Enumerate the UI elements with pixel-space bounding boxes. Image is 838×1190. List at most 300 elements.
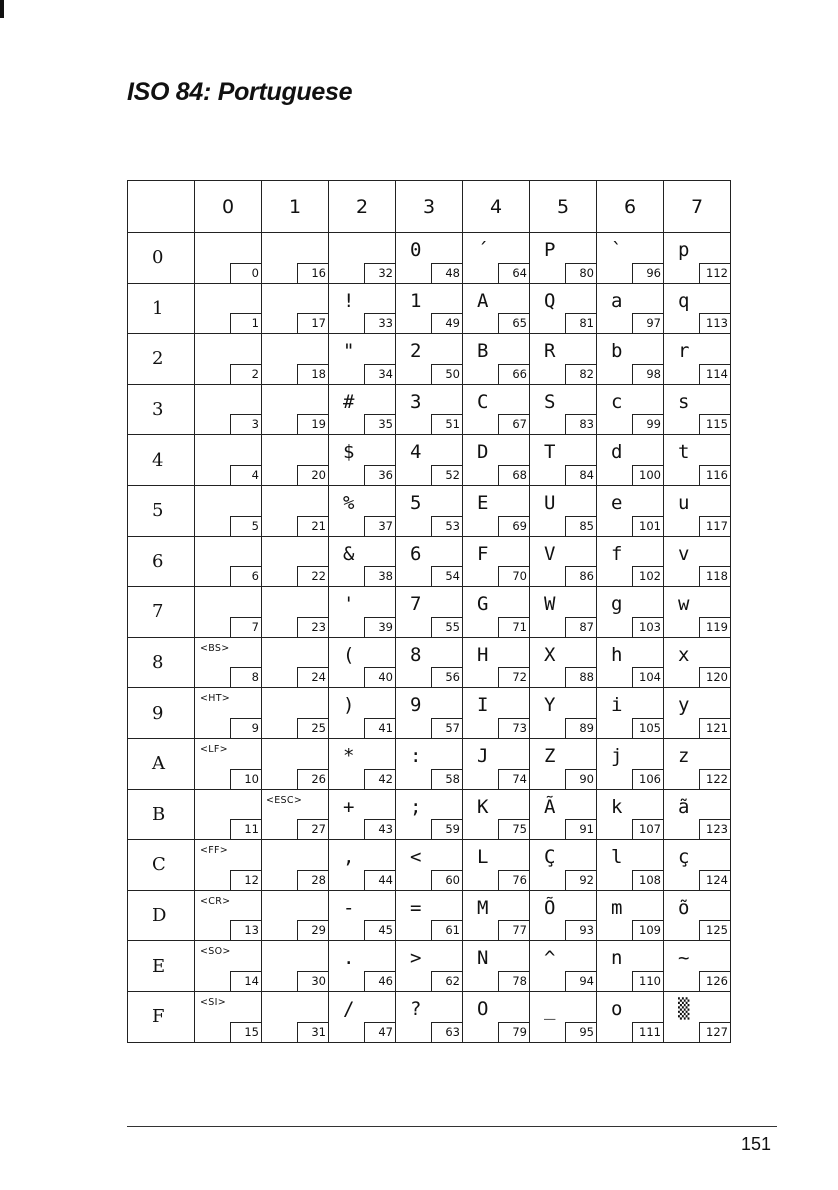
- decimal-code-box: 92: [565, 870, 596, 890]
- character-glyph: v: [678, 542, 690, 565]
- decimal-code-box: 66: [498, 364, 529, 384]
- decimal-code-box: 89: [565, 718, 596, 738]
- char-cell: [262, 890, 329, 941]
- character-glyph: >: [410, 947, 422, 970]
- decimal-code-box: 14: [230, 971, 261, 991]
- char-cell: [664, 334, 731, 385]
- character-glyph: $: [343, 441, 355, 464]
- char-cell: [664, 283, 731, 334]
- char-cell: [329, 283, 396, 334]
- char-cell: [262, 789, 329, 840]
- decimal-code-box: 105: [632, 718, 663, 738]
- decimal-code-box: 63: [431, 1022, 462, 1042]
- decimal-code-box: 73: [498, 718, 529, 738]
- decimal-code-box: 7: [230, 617, 261, 637]
- char-cell: [262, 637, 329, 688]
- char-cell: [396, 233, 463, 284]
- char-cell: [463, 688, 530, 739]
- char-cell: [530, 384, 597, 435]
- table-row: [128, 536, 731, 587]
- control-code-label: <SO>: [200, 946, 231, 958]
- char-cell: [597, 637, 664, 688]
- table-row: [128, 738, 731, 789]
- char-cell: [597, 991, 664, 1042]
- character-glyph: +: [343, 795, 355, 818]
- char-cell: [597, 941, 664, 992]
- decimal-code-box: 31: [297, 1022, 328, 1042]
- char-cell: [597, 485, 664, 536]
- character-glyph: G: [477, 593, 489, 616]
- char-cell: [396, 485, 463, 536]
- char-cell: [530, 587, 597, 638]
- decimal-code-box: 104: [632, 667, 663, 687]
- char-cell: [664, 941, 731, 992]
- char-cell: [463, 941, 530, 992]
- column-header: 6: [597, 181, 664, 233]
- char-cell: [664, 789, 731, 840]
- char-cell: [195, 637, 262, 688]
- row-header: B: [128, 789, 195, 840]
- character-glyph: :: [410, 744, 422, 767]
- char-cell: [530, 435, 597, 486]
- character-glyph: 8: [410, 643, 422, 666]
- character-glyph: u: [678, 491, 690, 514]
- table-row: [128, 233, 731, 284]
- char-cell: [530, 334, 597, 385]
- decimal-code-box: 17: [297, 313, 328, 333]
- char-cell: [664, 637, 731, 688]
- row-header: 9: [128, 688, 195, 739]
- decimal-code-box: 81: [565, 313, 596, 333]
- decimal-code-box: 106: [632, 769, 663, 789]
- decimal-code-box: 113: [699, 313, 730, 333]
- character-glyph: b: [611, 340, 623, 363]
- decimal-code-box: 45: [364, 920, 395, 940]
- char-cell: [396, 384, 463, 435]
- control-code-label: <SI>: [200, 996, 226, 1008]
- char-cell: [262, 536, 329, 587]
- decimal-code-box: 46: [364, 971, 395, 991]
- char-cell: [262, 941, 329, 992]
- decimal-code-box: 27: [297, 819, 328, 839]
- char-cell: [664, 890, 731, 941]
- decimal-code-box: 47: [364, 1022, 395, 1042]
- character-glyph: V: [544, 542, 556, 565]
- char-cell: [396, 991, 463, 1042]
- char-cell: [396, 688, 463, 739]
- decimal-code-box: 54: [431, 566, 462, 586]
- char-cell: [329, 233, 396, 284]
- character-glyph: 0: [410, 239, 422, 261]
- decimal-code-box: 24: [297, 667, 328, 687]
- row-header: 4: [128, 435, 195, 486]
- table-row: [128, 283, 731, 334]
- char-cell: [262, 840, 329, 891]
- character-glyph: P: [544, 239, 556, 261]
- char-cell: [396, 334, 463, 385]
- character-glyph: N: [477, 947, 489, 970]
- decimal-code-box: 33: [364, 313, 395, 333]
- decimal-code-box: 112: [699, 263, 730, 283]
- character-glyph: ^: [544, 947, 556, 970]
- table-row: [128, 991, 731, 1042]
- decimal-code-box: 119: [699, 617, 730, 637]
- character-glyph: 3: [410, 390, 422, 413]
- character-glyph: ?: [410, 997, 422, 1020]
- table-row: [128, 688, 731, 739]
- decimal-code-box: 52: [431, 465, 462, 485]
- char-cell: [329, 587, 396, 638]
- decimal-code-box: 42: [364, 769, 395, 789]
- char-cell: [463, 384, 530, 435]
- footer-rule: [127, 1126, 777, 1127]
- decimal-code-box: 44: [364, 870, 395, 890]
- char-cell: [463, 890, 530, 941]
- char-cell: [463, 637, 530, 688]
- char-cell: [664, 233, 731, 284]
- character-glyph: C: [477, 390, 489, 413]
- char-cell: [664, 688, 731, 739]
- row-header: 6: [128, 536, 195, 587]
- decimal-code-box: 80: [565, 263, 596, 283]
- character-glyph: =: [410, 896, 422, 919]
- char-cell: [597, 789, 664, 840]
- char-cell: [396, 435, 463, 486]
- character-glyph: Ç: [544, 846, 556, 869]
- char-cell: [195, 738, 262, 789]
- char-cell: [195, 233, 262, 284]
- decimal-code-box: 60: [431, 870, 462, 890]
- decimal-code-box: 85: [565, 516, 596, 536]
- row-header: C: [128, 840, 195, 891]
- table-row: [128, 587, 731, 638]
- decimal-code-box: 19: [297, 414, 328, 434]
- decimal-code-box: 90: [565, 769, 596, 789]
- character-glyph: z: [678, 744, 690, 767]
- char-cell: [463, 435, 530, 486]
- character-glyph: K: [477, 795, 489, 818]
- char-cell: [463, 334, 530, 385]
- decimal-code-box: 100: [632, 465, 663, 485]
- character-glyph: ã: [678, 795, 690, 818]
- char-cell: [530, 688, 597, 739]
- character-glyph: 2: [410, 340, 422, 363]
- column-header: 2: [329, 181, 396, 233]
- char-cell: [195, 334, 262, 385]
- row-header: 0: [128, 233, 195, 284]
- char-cell: [195, 384, 262, 435]
- decimal-code-box: 84: [565, 465, 596, 485]
- character-glyph: M: [477, 896, 489, 919]
- decimal-code-box: 72: [498, 667, 529, 687]
- char-cell: [195, 587, 262, 638]
- character-glyph: /: [343, 997, 355, 1020]
- page-number: 151: [741, 1134, 772, 1154]
- decimal-code-box: 68: [498, 465, 529, 485]
- decimal-code-box: 83: [565, 414, 596, 434]
- char-cell: [195, 536, 262, 587]
- control-code-label: <CR>: [200, 895, 231, 907]
- decimal-code-box: 114: [699, 364, 730, 384]
- table-row: [128, 485, 731, 536]
- control-code-label: <ESC>: [266, 794, 303, 806]
- character-glyph: ': [343, 593, 355, 616]
- character-glyph: A: [477, 289, 489, 312]
- decimal-code-box: 0: [230, 263, 261, 283]
- character-glyph: g: [611, 593, 623, 616]
- decimal-code-box: 127: [699, 1022, 730, 1042]
- table-row: [128, 890, 731, 941]
- decimal-code-box: 1: [230, 313, 261, 333]
- decimal-code-box: 6: [230, 566, 261, 586]
- decimal-code-box: 115: [699, 414, 730, 434]
- char-cell: [329, 485, 396, 536]
- decimal-code-box: 70: [498, 566, 529, 586]
- character-glyph: U: [544, 491, 556, 514]
- char-cell: [530, 637, 597, 688]
- char-cell: [329, 688, 396, 739]
- char-cell: [530, 991, 597, 1042]
- scan-edge-mark: [0, 0, 4, 18]
- character-glyph: p: [678, 239, 690, 261]
- char-cell: [195, 840, 262, 891]
- column-header: 3: [396, 181, 463, 233]
- row-header: F: [128, 991, 195, 1042]
- decimal-code-box: 58: [431, 769, 462, 789]
- char-cell: [463, 283, 530, 334]
- decimal-code-box: 15: [230, 1022, 261, 1042]
- table-row: [128, 384, 731, 435]
- decimal-code-box: 62: [431, 971, 462, 991]
- char-cell: [262, 283, 329, 334]
- char-cell: [262, 688, 329, 739]
- char-cell: [329, 637, 396, 688]
- char-cell: [195, 485, 262, 536]
- character-glyph: c: [611, 390, 623, 413]
- character-glyph: Ã: [544, 795, 556, 818]
- char-cell: [664, 536, 731, 587]
- char-cell: [396, 283, 463, 334]
- column-header: 0: [195, 181, 262, 233]
- character-glyph: X: [544, 643, 556, 666]
- decimal-code-box: 117: [699, 516, 730, 536]
- char-cell: [597, 283, 664, 334]
- character-glyph: ~: [678, 947, 690, 970]
- decimal-code-box: 11: [230, 819, 261, 839]
- char-cell: [530, 840, 597, 891]
- character-glyph: _: [544, 997, 556, 1020]
- char-cell: [329, 738, 396, 789]
- character-glyph: T: [544, 441, 556, 464]
- decimal-code-box: 56: [431, 667, 462, 687]
- column-header: 5: [530, 181, 597, 233]
- decimal-code-box: 9: [230, 718, 261, 738]
- decimal-code-box: 78: [498, 971, 529, 991]
- character-glyph: `: [611, 239, 623, 261]
- character-glyph: o: [611, 997, 623, 1020]
- character-glyph: -: [343, 896, 355, 919]
- character-glyph: ;: [410, 795, 422, 818]
- decimal-code-box: 93: [565, 920, 596, 940]
- decimal-code-box: 118: [699, 566, 730, 586]
- decimal-code-box: 32: [364, 263, 395, 283]
- decimal-code-box: 75: [498, 819, 529, 839]
- decimal-code-box: 110: [632, 971, 663, 991]
- decimal-code-box: 3: [230, 414, 261, 434]
- decimal-code-box: 111: [632, 1022, 663, 1042]
- char-cell: [597, 334, 664, 385]
- character-glyph: D: [477, 441, 489, 464]
- decimal-code-box: 69: [498, 516, 529, 536]
- decimal-code-box: 53: [431, 516, 462, 536]
- character-glyph: Y: [544, 694, 556, 717]
- decimal-code-box: 99: [632, 414, 663, 434]
- decimal-code-box: 12: [230, 870, 261, 890]
- decimal-code-box: 30: [297, 971, 328, 991]
- decimal-code-box: 98: [632, 364, 663, 384]
- decimal-code-box: 41: [364, 718, 395, 738]
- decimal-code-box: 16: [297, 263, 328, 283]
- decimal-code-box: 51: [431, 414, 462, 434]
- decimal-code-box: 57: [431, 718, 462, 738]
- decimal-code-box: 74: [498, 769, 529, 789]
- char-cell: [195, 688, 262, 739]
- character-glyph: e: [611, 491, 623, 514]
- char-cell: [664, 485, 731, 536]
- decimal-code-box: 13: [230, 920, 261, 940]
- character-glyph: k: [611, 795, 623, 818]
- decimal-code-box: 125: [699, 920, 730, 940]
- decimal-code-box: 61: [431, 920, 462, 940]
- char-cell: [262, 334, 329, 385]
- char-cell: [597, 233, 664, 284]
- decimal-code-box: 124: [699, 870, 730, 890]
- row-header: D: [128, 890, 195, 941]
- decimal-code-box: 102: [632, 566, 663, 586]
- row-header: 5: [128, 485, 195, 536]
- decimal-code-box: 8: [230, 667, 261, 687]
- decimal-code-box: 21: [297, 516, 328, 536]
- character-glyph: m: [611, 896, 623, 919]
- decimal-code-box: 76: [498, 870, 529, 890]
- column-header: 1: [262, 181, 329, 233]
- character-glyph: 9: [410, 694, 422, 717]
- table-body: [128, 233, 731, 1043]
- char-cell: [463, 840, 530, 891]
- char-cell: [463, 536, 530, 587]
- character-glyph: 7: [410, 593, 422, 616]
- decimal-code-box: 108: [632, 870, 663, 890]
- char-cell: [530, 485, 597, 536]
- decimal-code-box: 67: [498, 414, 529, 434]
- decimal-code-box: 35: [364, 414, 395, 434]
- char-cell: [664, 840, 731, 891]
- table-row: [128, 435, 731, 486]
- row-header: 8: [128, 637, 195, 688]
- decimal-code-box: 25: [297, 718, 328, 738]
- char-cell: [597, 435, 664, 486]
- character-glyph: O: [477, 997, 489, 1020]
- char-cell: [597, 384, 664, 435]
- decimal-code-box: 2: [230, 364, 261, 384]
- char-cell: [262, 587, 329, 638]
- character-glyph: Z: [544, 744, 556, 767]
- char-cell: [664, 738, 731, 789]
- character-glyph: %: [343, 491, 355, 514]
- decimal-code-box: 34: [364, 364, 395, 384]
- decimal-code-box: 109: [632, 920, 663, 940]
- char-cell: [597, 738, 664, 789]
- char-cell: [396, 637, 463, 688]
- decimal-code-box: 88: [565, 667, 596, 687]
- char-cell: [329, 890, 396, 941]
- char-cell: [195, 789, 262, 840]
- decimal-code-box: 64: [498, 263, 529, 283]
- character-glyph: 4: [410, 441, 422, 464]
- char-cell: [262, 485, 329, 536]
- character-glyph: 5: [410, 491, 422, 514]
- decimal-code-box: 26: [297, 769, 328, 789]
- control-code-label: <BS>: [200, 642, 230, 654]
- decimal-code-box: 120: [699, 667, 730, 687]
- character-glyph: W: [544, 593, 556, 616]
- char-cell: [262, 233, 329, 284]
- char-cell: [597, 536, 664, 587]
- decimal-code-box: 36: [364, 465, 395, 485]
- char-cell: [396, 738, 463, 789]
- char-cell: [463, 587, 530, 638]
- character-glyph: <: [410, 846, 422, 869]
- character-glyph: s: [678, 390, 690, 413]
- row-header: A: [128, 738, 195, 789]
- character-glyph: i: [611, 694, 623, 717]
- char-cell: [329, 991, 396, 1042]
- char-cell: [530, 890, 597, 941]
- char-cell: [530, 789, 597, 840]
- column-header: 4: [463, 181, 530, 233]
- character-glyph: Q: [544, 289, 556, 312]
- decimal-code-box: 122: [699, 769, 730, 789]
- char-cell: [396, 890, 463, 941]
- control-code-label: <FF>: [200, 845, 229, 857]
- char-cell: [664, 587, 731, 638]
- control-code-label: <LF>: [200, 743, 228, 755]
- char-cell: [396, 840, 463, 891]
- character-glyph: S: [544, 390, 556, 413]
- table-row: [128, 637, 731, 688]
- char-cell: [262, 384, 329, 435]
- character-glyph: d: [611, 441, 623, 464]
- decimal-code-box: 40: [364, 667, 395, 687]
- character-glyph: J: [477, 744, 489, 767]
- decimal-code-box: 97: [632, 313, 663, 333]
- row-header: 2: [128, 334, 195, 385]
- character-glyph: R: [544, 340, 556, 363]
- char-cell: [329, 334, 396, 385]
- character-glyph: n: [611, 947, 623, 970]
- character-glyph: ▒: [678, 997, 690, 1020]
- character-glyph: w: [678, 593, 690, 616]
- char-cell: [530, 536, 597, 587]
- char-cell: [463, 485, 530, 536]
- char-cell: [195, 941, 262, 992]
- decimal-code-box: 107: [632, 819, 663, 839]
- decimal-code-box: 20: [297, 465, 328, 485]
- character-glyph: #: [343, 390, 355, 413]
- decimal-code-box: 101: [632, 516, 663, 536]
- char-cell: [195, 991, 262, 1042]
- table-row: [128, 334, 731, 385]
